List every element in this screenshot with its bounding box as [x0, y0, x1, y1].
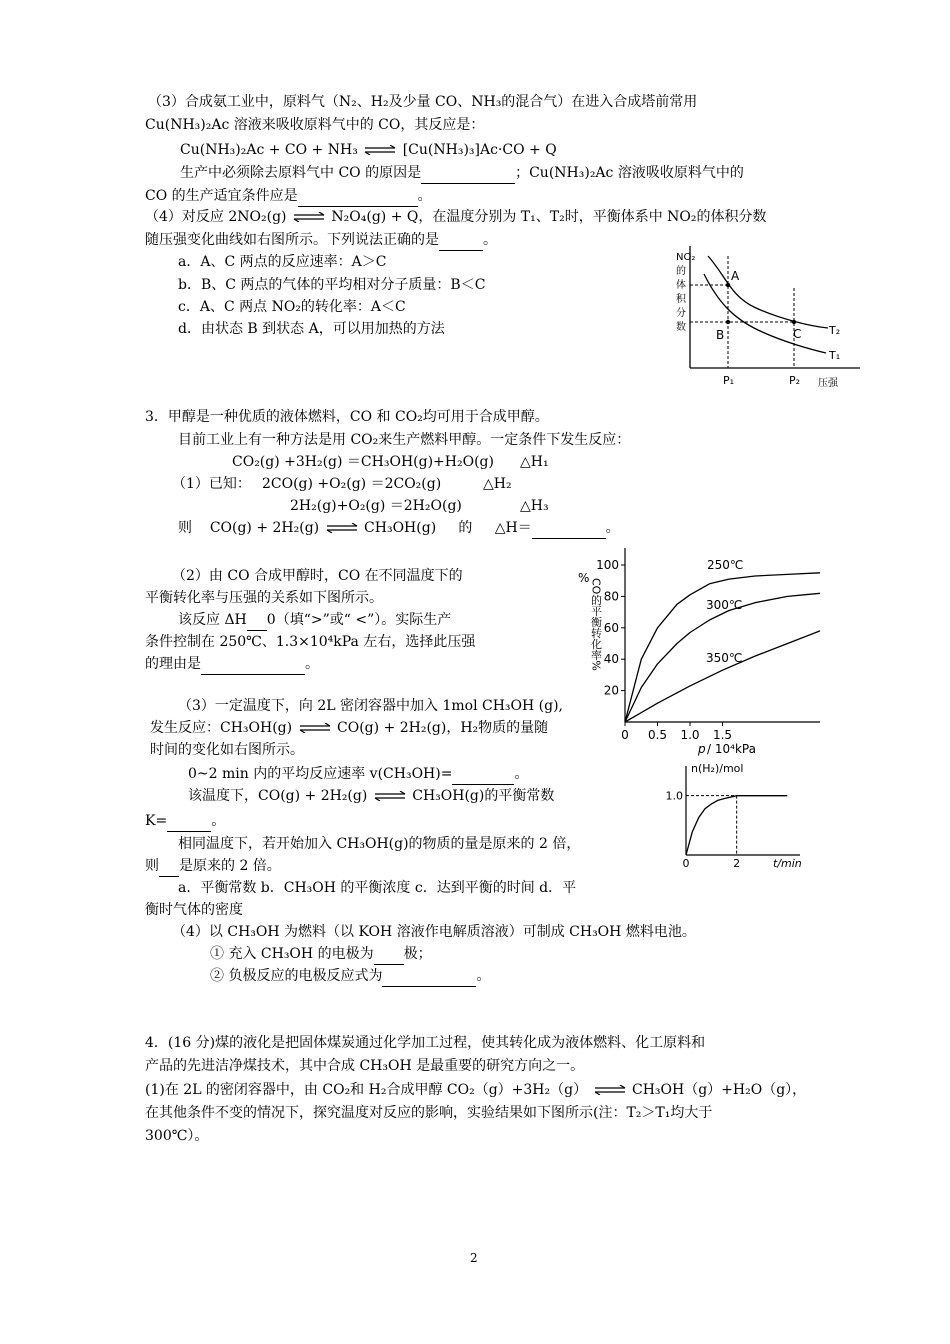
chart2-xtick-label: 2: [733, 857, 741, 870]
s3-de: 的: [458, 520, 473, 536]
chart1-ytick-label: 100: [596, 558, 619, 572]
chart2-ylabel: n(H₂)/mol: [691, 762, 744, 775]
s3-dh3: △H₃: [520, 498, 549, 514]
chart1-ytick-label: 20: [603, 683, 619, 698]
fig1-label-t1: T₁: [829, 349, 841, 362]
answer-blank[interactable]: [374, 944, 404, 965]
chart1-ylabel: CO的平衡转化率%: [589, 578, 603, 671]
fig1-label-a: A: [731, 269, 740, 283]
fig1-ylabel-char: 积: [676, 294, 686, 305]
s3-p2-line-4: 条件控制在 250℃、1.3×10⁴kPa 左右，选择此压强: [145, 634, 476, 650]
fig1-label-b: B: [716, 328, 725, 342]
chart2-xlabel: t/min: [773, 857, 802, 870]
s3-p3-line-8: [145, 856, 281, 877]
equilibrium-arrow-icon: [594, 1085, 626, 1095]
s4-line-4: 在其他条件不变的情况下，探究温度对反应的影响，实验结果如下图所示(注：T₂＞T₁均大于: [145, 1105, 713, 1121]
s3-dh-question: △H＝: [494, 520, 532, 536]
chart1-ytick-label: 40: [603, 652, 619, 667]
s3-p3-line-8-text: 则: [145, 858, 159, 874]
s4-line-3-text-b: CH₃OH（g）+H₂O（g），: [632, 1082, 807, 1098]
s3-p4-line-3: [210, 966, 490, 987]
q4-option-d: d．由状态 B 到状态 A，可以用加热的方法: [178, 321, 445, 337]
answer-blank[interactable]: [201, 654, 305, 675]
chart1-legend-300: 300℃: [706, 598, 743, 612]
s3-p4-line-2-text: ① 充入 CH₃OH 的电极为: [210, 946, 374, 962]
s3-p4-line-1: （4）以 CH₃OH 为燃料（以 KOH 溶液作电解质溶液）可制成 CH₃OH 燃料电池。: [172, 924, 696, 940]
s4-line-1: 4．(16 分)煤的液化是把固体煤炭通过化学加工过程，使其转化成为液体燃料、化工原料和: [145, 1035, 706, 1051]
fig1-tick-p2: P₂: [789, 374, 801, 387]
s3-p3-options-cont: 衡时气体的密度: [145, 902, 243, 918]
fig1-label-c: C: [793, 327, 802, 341]
s3-p3-line-2-text: 发生反应：CH₃OH(g): [150, 720, 293, 736]
fig1-xlabel: 压强: [818, 378, 838, 389]
answer-blank[interactable]: [421, 163, 515, 184]
fig1-ylabel-top: NO₂: [676, 252, 696, 263]
s3-p3-line-2: [150, 718, 548, 738]
s4-line-3: [145, 1080, 806, 1100]
fig1-tick-p1: P₁: [723, 374, 735, 387]
s3-part1-label: （1）已知：: [172, 476, 251, 492]
chart1-ytick-label: 80: [603, 589, 619, 604]
fig1-point-a: [726, 283, 730, 287]
answer-blank[interactable]: [532, 518, 606, 539]
no2-fraction-figure: [668, 246, 868, 394]
answer-blank[interactable]: [298, 186, 418, 207]
s3-p2-line-5: 的理由是 。: [145, 654, 319, 675]
s3-rxn-3: 2H₂(g)+O₂(g) ＝2H₂O(g): [290, 498, 462, 514]
s3-p2-line-1: （2）由 CO 合成甲醇时，CO 在不同温度下的: [172, 568, 463, 584]
q3-line-2: Cu(NH₃)₂Ac 溶液来吸收原料气中的 CO，其反应是：: [145, 117, 485, 133]
s3-p3-line-6-text: K=: [145, 813, 168, 829]
s3-p3-options: a．平衡常数 b．CH₃OH 的平衡浓度 c．达到平衡的时间 d．平: [178, 880, 577, 896]
chart1-series-line-2: [625, 631, 820, 722]
chart1-legend-350: 350℃: [706, 651, 743, 665]
s3-p3-line-5: [188, 786, 554, 806]
q3-line-4: [180, 163, 744, 184]
s3-p4-line-2: [210, 944, 432, 965]
fig1-ylabel-char: 数: [676, 322, 686, 333]
s3-p2-line-5-text: 的理由是: [145, 656, 201, 672]
s3-rxn-1: CO₂(g) +3H₂(g) ＝CH₃OH(g)+H₂O(g): [232, 454, 494, 470]
fig1-ylabel-char: 体: [676, 280, 686, 291]
s3-p3-line-5-text: 该温度下，CO(g) + 2H₂(g): [188, 788, 368, 804]
q3-line-5-text: CO 的生产适宜条件应是: [145, 188, 298, 204]
q4-option-b: b．B、C 两点的气体的平均相对分子质量：B＜C: [178, 277, 486, 293]
q3-line-1: （3）合成氨工业中，原料气（N₂、H₂及少量 CO、NH₃的混合气）在进入合成塔前常用: [148, 94, 698, 110]
q4-line-1: [145, 207, 767, 227]
s3-p4-line-2-end: 极；: [403, 946, 432, 962]
q4-line-2-end: 。: [483, 232, 497, 248]
s3-rxn-4-end: 。: [605, 520, 620, 536]
s3-p2-line-2: 平衡转化率与压强的关系如下图所示。: [145, 590, 383, 606]
chart1-xlabel: / 10⁴kPa: [707, 742, 756, 756]
s3-p3-line-5-text-b: CH₃OH(g)的平衡常数: [412, 788, 555, 804]
q3-equation: [180, 140, 557, 160]
q3-line-5: [145, 186, 432, 207]
equilibrium-arrow-icon: [374, 791, 406, 801]
s3-dh2: △H₂: [483, 476, 512, 492]
s3-rxn-4: [178, 518, 620, 539]
q3-line-4-text: 生产中必须除去原料气中 CO 的原因是: [180, 165, 422, 181]
fig1-curve-t2: [708, 256, 828, 328]
s3-p2-line-3-text-b: 0（填“>”或“ <”）。实际生产: [266, 612, 452, 628]
s3-p4-line-3-end: 。: [476, 968, 491, 984]
chart1-series-line-0: [625, 573, 820, 722]
q4-line-2-text: 随压强变化曲线如右图所示。下列说法正确的是: [145, 232, 439, 248]
chart1-xtick-label: 1.0: [680, 728, 700, 742]
s3-p3-line-7: 相同温度下，若开始加入 CH₃OH(g)的物质的量是原来的 2 倍，: [178, 836, 581, 852]
s3-p3-line-8-text-b: 是原来的 2 倍。: [179, 858, 281, 874]
s3-p4-line-3-text: ② 负极反应的电极反应式为: [210, 968, 383, 984]
q4-line-1-text-b: N₂O₄(g) + Q，在温度分别为 T₁、T₂时，平衡体系中 NO₂的体积分数: [331, 209, 767, 225]
s3-p3-line-4-text: 0~2 min 内的平均反应速率 v(CH₃OH)=: [188, 766, 453, 782]
q4-line-1-text: （4）对反应 2NO₂(g): [145, 209, 287, 225]
chart1-legend-250: 250℃: [707, 558, 744, 572]
equilibrium-arrow-icon: [364, 145, 396, 155]
co-conversion-chart: [570, 540, 830, 765]
chart1-xtick-label: 0: [621, 728, 629, 742]
fig1-point-b: [726, 320, 730, 324]
fig1-point-c: [792, 320, 796, 324]
s3-title: 3．甲醇是一种优质的液体燃料，CO 和 CO₂均可用于合成甲醇。: [145, 409, 549, 425]
answer-blank[interactable]: [247, 610, 267, 631]
equilibrium-arrow-icon: [299, 723, 331, 733]
s4-line-2: 产品的先进洁净煤技术，其中合成 CH₃OH 是最重要的研究方向之一。: [145, 1058, 585, 1074]
s3-p2-line-3: [178, 610, 451, 631]
chart1-xlabel-p: p: [698, 742, 706, 756]
equilibrium-arrow-icon: [326, 523, 358, 533]
chart1-xtick-label: 0.5: [647, 728, 668, 742]
s3-p3-line-2-text-b: CO(g) + 2H₂(g)，H₂物质的量随: [337, 720, 549, 736]
chart2-xtick-label: 0: [682, 857, 690, 870]
q4-line-2: [145, 230, 497, 251]
q4-option-c: c．A、C 两点 NO₂的转化率：A＜C: [178, 299, 406, 315]
chart2-ytick-label: 1.0: [665, 789, 683, 803]
fig1-ylabel-char: 的: [676, 266, 686, 277]
s3-rxn-4-right: CH₃OH(g): [364, 520, 437, 536]
s3-line-2: 目前工业上有一种方法是用 CO₂来生产燃料甲醇。一定条件下发生反应：: [178, 432, 631, 448]
s3-p3-line-4: 0~2 min 内的平均反应速率 v(CH₃OH)= 。: [188, 764, 528, 785]
chart1-ytick-label: 60: [603, 620, 619, 635]
answer-blank[interactable]: [167, 811, 211, 832]
chart1-xtick-label: 1.5: [712, 728, 733, 742]
s3-p3-line-6: K= 。: [145, 811, 225, 832]
s3-p3-line-1: （3）一定温度下，向 2L 密闭容器中加入 1mol CH₃OH (g),: [178, 698, 564, 714]
chart1-ylabel-percent: %: [578, 571, 590, 585]
answer-blank[interactable]: [439, 230, 483, 251]
q3-line-4-text-b: ；Cu(NH₃)₂Ac 溶液吸收原料气中的: [515, 165, 744, 181]
q4-option-a: a．A、C 两点的反应速率：A＞C: [178, 254, 387, 270]
fig1-label-t2: T₂: [829, 324, 841, 337]
equilibrium-arrow-icon: [293, 212, 325, 222]
h2-amount-chart: [655, 758, 815, 870]
q3-eq-left: Cu(NH₃)₂Ac + CO + NH₃: [180, 142, 358, 158]
s3-rxn-2: 2CO(g) +O₂(g) ＝2CO₂(g): [262, 476, 442, 492]
s4-line-3-text: (1)在 2L 的密闭容器中，由 CO₂和 H₂合成甲醇 CO₂（g）+3H₂（g）: [145, 1082, 588, 1098]
s4-line-5: 300℃）。: [145, 1128, 209, 1144]
fig1-ylabel-char: 分: [676, 308, 686, 319]
answer-blank[interactable]: [382, 966, 476, 987]
s3-ze: 则: [178, 520, 192, 536]
s3-p2-line-3-text: 该反应 ΔH: [178, 612, 247, 628]
s3-rxn-4-left: CO(g) + 2H₂(g): [209, 520, 320, 536]
page-number: 2: [470, 1251, 478, 1265]
q3-line-5-end: 。: [417, 188, 432, 204]
answer-blank[interactable]: [452, 764, 514, 785]
answer-blank[interactable]: [159, 856, 179, 877]
q3-eq-right: [Cu(NH₃)₃]Ac·CO + Q: [402, 142, 557, 158]
s3-p3-line-3: 时间的变化如右图所示。: [150, 742, 304, 758]
s3-dh1: △H₁: [520, 454, 549, 470]
